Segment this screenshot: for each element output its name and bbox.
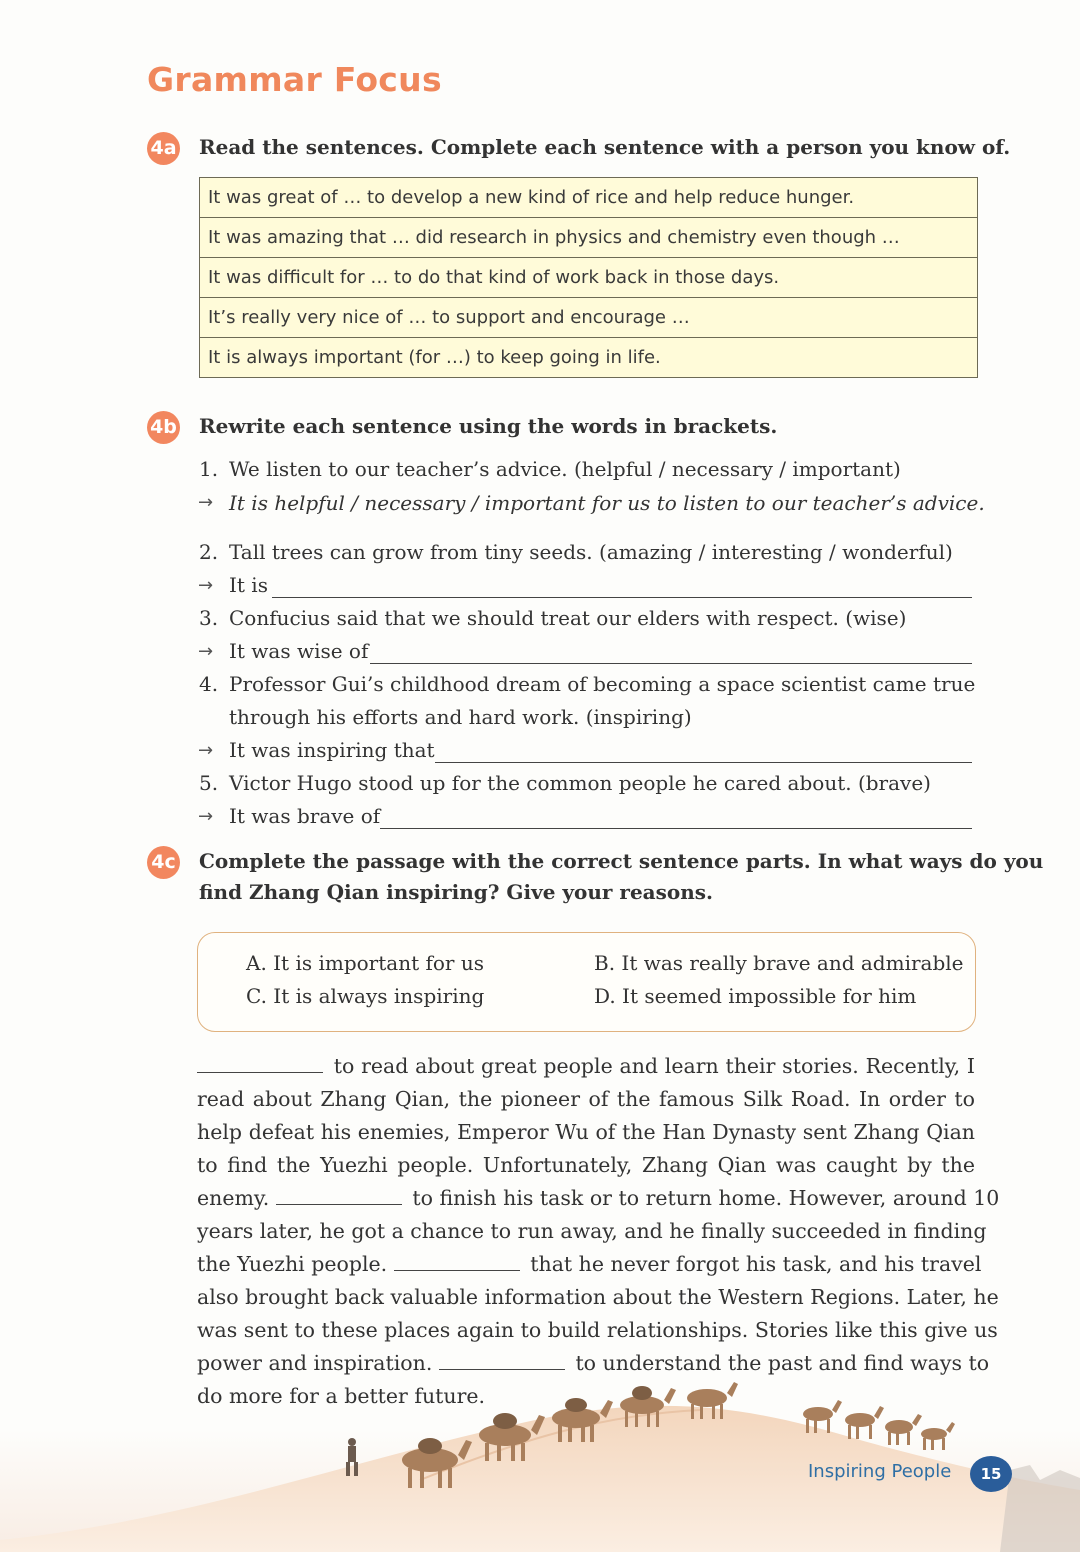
arrow-icon: → xyxy=(198,806,214,827)
exercise-4a-instruction: Read the sentences. Complete each sentence with a person you know of. xyxy=(199,135,1011,159)
option-b: B. It was really brave and admirable xyxy=(594,951,964,975)
passage-text: to finish his task or to return home. However, around 10 xyxy=(412,1186,1000,1210)
exercise-item-4 xyxy=(199,672,975,696)
table-row xyxy=(200,218,978,258)
arrow-icon: → xyxy=(198,740,214,761)
exercise-4c-instruction-line1: Complete the passage with the correct sentence parts. In what ways do you xyxy=(199,849,1044,873)
answer-blank[interactable] xyxy=(380,828,972,829)
passage xyxy=(197,1050,1000,1413)
item-number: 1. xyxy=(199,457,219,481)
item-text: Professor Gui’s childhood dream of becoming a space scientist came true xyxy=(229,672,976,696)
arrow-icon: → xyxy=(198,641,214,662)
exercise-4a-badge: 4a xyxy=(147,132,180,165)
answer-blank[interactable] xyxy=(435,762,972,763)
table-cell: It’s really very nice of … to support and encourage … xyxy=(200,298,978,338)
item-number: 5. xyxy=(199,771,219,795)
passage-line: also brought back valuable information about the Western Regions. Later, he xyxy=(197,1285,999,1309)
passage-line xyxy=(197,1182,1000,1215)
page-number-badge: 15 xyxy=(970,1456,1012,1492)
table-row xyxy=(200,178,978,218)
answer-prompt: It was wise of xyxy=(229,639,369,663)
passage-line xyxy=(197,1050,975,1083)
unit-label: Inspiring People xyxy=(808,1461,952,1482)
passage-blank-1[interactable] xyxy=(197,1052,323,1073)
exercise-item-3 xyxy=(199,606,906,630)
option-a: A. It is important for us xyxy=(246,951,484,975)
passage-text: that he never forgot his task, and his travel xyxy=(530,1252,982,1276)
passage-line: to find the Yuezhi people. Unfortunately, Zhang Qian was caught by the xyxy=(197,1153,975,1177)
option-d: D. It seemed impossible for him xyxy=(594,984,917,1008)
answer-blank[interactable] xyxy=(272,597,972,598)
item-text: We listen to our teacher’s advice. (helpful / necessary / important) xyxy=(229,457,901,481)
passage-line: help defeat his enemies, Emperor Wu of the Han Dynasty sent Zhang Qian xyxy=(197,1120,975,1144)
passage-blank-4[interactable] xyxy=(439,1349,565,1370)
passage-line: read about Zhang Qian, the pioneer of the famous Silk Road. In order to xyxy=(197,1087,975,1111)
passage-line: was sent to these places again to build relationships. Stories like this give us xyxy=(197,1318,998,1342)
exercise-4b-instruction: Rewrite each sentence using the words in brackets. xyxy=(199,414,778,438)
passage-text: power and inspiration. xyxy=(197,1351,433,1375)
section-title: Grammar Focus xyxy=(147,60,442,99)
item-text: Tall trees can grow from tiny seeds. (amazing / interesting / wonderful) xyxy=(229,540,953,564)
exercise-item-1 xyxy=(199,457,901,481)
item-text: Victor Hugo stood up for the common people he cared about. (brave) xyxy=(229,771,931,795)
answer-blank[interactable] xyxy=(370,663,972,664)
passage-text: the Yuezhi people. xyxy=(197,1252,388,1276)
answer-prompt: It was inspiring that xyxy=(229,738,435,762)
passage-line xyxy=(197,1248,982,1281)
table-row xyxy=(200,258,978,298)
example-answer: It is helpful / necessary / important for us to listen to our teacher’s advice. xyxy=(229,491,985,515)
exercise-item-5 xyxy=(199,771,931,795)
passage-text: to understand the past and find ways to xyxy=(575,1351,990,1375)
exercise-4b-badge: 4b xyxy=(147,411,180,444)
item-number: 2. xyxy=(199,540,219,564)
passage-text: enemy. xyxy=(197,1186,270,1210)
table-cell: It was great of … to develop a new kind of rice and help reduce hunger. xyxy=(200,178,978,218)
exercise-4c-badge: 4c xyxy=(147,846,180,879)
passage-blank-3[interactable] xyxy=(394,1250,520,1271)
table-row xyxy=(200,298,978,338)
option-c: C. It is always inspiring xyxy=(246,984,485,1008)
exercise-item-2 xyxy=(199,540,953,564)
exercise-4c-instruction-line2: find Zhang Qian inspiring? Give your reasons. xyxy=(199,880,713,904)
item-text: Confucius said that we should treat our elders with respect. (wise) xyxy=(229,606,907,630)
options-box xyxy=(197,932,976,1032)
table-cell: It is always important (for …) to keep going in life. xyxy=(200,338,978,378)
table-cell: It was difficult for … to do that kind of work back in those days. xyxy=(200,258,978,298)
passage-text: to read about great people and learn their stories. Recently, I xyxy=(333,1054,975,1078)
table-cell: It was amazing that … did research in physics and chemistry even though … xyxy=(200,218,978,258)
passage-blank-2[interactable] xyxy=(276,1184,402,1205)
passage-line: years later, he got a chance to run away, and he finally succeeded in finding xyxy=(197,1219,987,1243)
answer-prompt: It was brave of xyxy=(229,804,381,828)
item-number: 4. xyxy=(199,672,219,696)
arrow-icon: → xyxy=(198,492,214,513)
answer-prompt: It is xyxy=(229,573,268,597)
item-number: 3. xyxy=(199,606,219,630)
arrow-icon: → xyxy=(198,575,214,596)
exercise-item-4-continued: through his efforts and hard work. (inspiring) xyxy=(229,705,692,729)
passage-line: do more for a better future. xyxy=(197,1384,486,1408)
table-row xyxy=(200,338,978,378)
sentence-table xyxy=(199,177,978,378)
